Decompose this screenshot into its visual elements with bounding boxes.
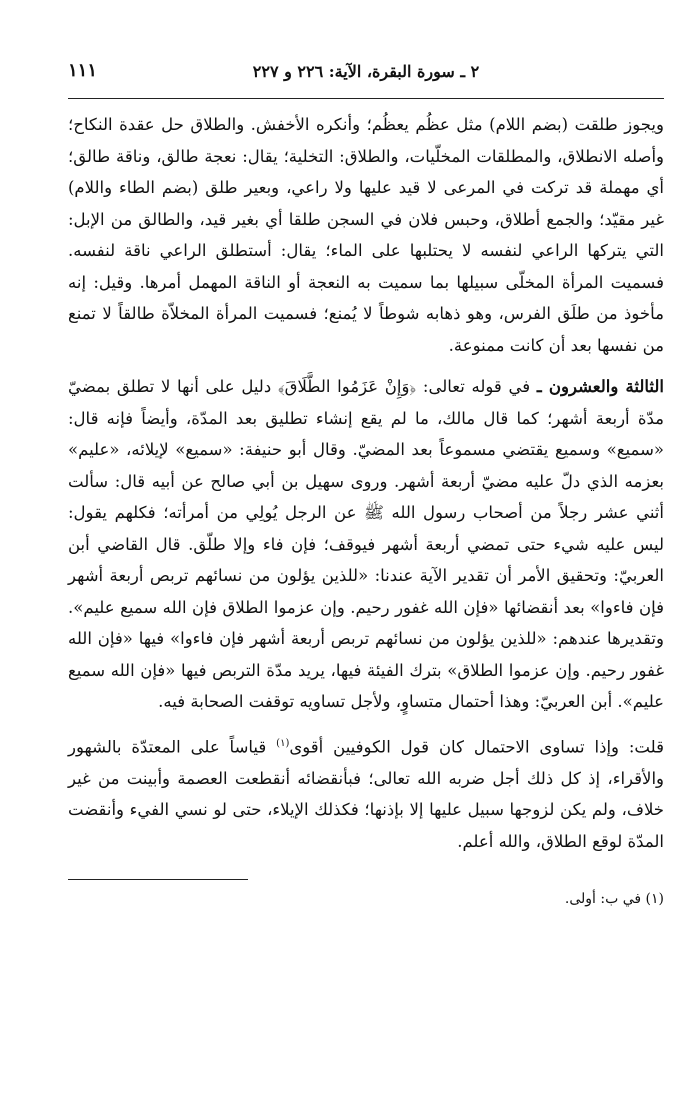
paragraph-3 — [68, 728, 664, 858]
page-number: ١١١ — [68, 60, 98, 81]
paragraph-3-text-a: قلت: وإذا تساوى الاحتمال كان قول الكوفيين أقوى — [289, 737, 664, 756]
paragraph-2-text: في قوله تعالى: ﴿وَإِنْ عَزَمُوا الطَّلَاقَ﴾ دليل على أنها لا تطلق بمضيّ مدّة أربعة أشهر؛ كما قال مالك، ما لم يقع إنشاء تطليق بعد المدّة، وأيضاً فإنه قال: «سميع» وسميع يقتضي مسموعاً بعد المضيّ. وقال أبو حنيفة: «سميع» لإيلائه، «عليم» بعزمه الذي دلّ عليه مضيّ أربعة أشهر. وروى سهيل بن أبي صالح عن أبيه قال: سألت أثني عشر رجلاً من أصحاب رسول الله ﷺ عن الرجل يُولِي من أمرأته؛ فكلهم يقول: ليس عليه شيء حتى تمضي أربعة أشهر فيوقف؛ فإن فاء وإلا طلّق. قال القاضي أبن العربيّ: وتحقيق الأمر أن تقدير الآية عندنا: «للذين يؤلون من نسائهم تربص أربعة أشهر فإن فاءوا» بعد أنقضائها «فإن الله غفور رحيم. وإن عزموا الطلاق فإن الله سميع عليم». وتقديرها عندهم: «للذين يؤلون من نسائهم تربص أربعة أشهر فإن فاءوا» فيها «فإن الله غفور رحيم. وإن عزموا الطلاق» بترك الفيئة فيها، يريد مدّة التربص فيها «فإن الله سميع عليم». أبن العربيّ: وهذا أحتمال متساوٍ، ولأجل تساويه توقفت الصحابة فيه. — [68, 377, 665, 711]
footnote-divider — [68, 879, 248, 880]
section-number-heading: الثالثة والعشرون ـ — [536, 377, 664, 396]
paragraph-2 — [68, 371, 664, 718]
footnote-marker[interactable]: (١) — [276, 737, 290, 749]
paragraph-1: ويجوز طلقت (بضم اللام) مثل عظُم يعظُم؛ وأنكره الأخفش. والطلاق حل عقدة النكاح؛ وأصله الانطلاق، والمطلقات المخلّيات، والطلاق: التخلية؛ يقال: نعجة طالق، وناقة طالق؛ أي مهملة قد تركت في المرعى لا قيد عليها ولا راعي، وبعير طلق (بضم الطاء واللام) غير مقيّد؛ والجمع أطلاق، وحبس فلان في السجن طلقا أي بغير قيد، والطالق من الإبل: التي يتركها الراعي لنفسه لا يحتلبها على الماء؛ يقال: أستطلق الراعي ناقة لنفسه. فسميت المرأة المخلّى سبيلها بما سميت به النعجة أو الناقة المهمل أمرها. وقيل: إنه مأخوذ من طلَق الفرس، وهو ذهابه شوطاً لا يُمنع؛ فسميت المرأة المخلاّة طالقاً لا تمنع من نفسها بعد أن كانت ممنوعة. — [68, 115, 664, 355]
paragraph-3-text-b: قياساً على المعتدّة بالشهور والأقراء، إذ كل ذلك أجل ضربه الله تعالى؛ فبأنقضائه أنقطعت العصمة وأبينت من غير خلاف، ولم يكن لزوجها سبيل عليها إلا بإذنها؛ فكذلك الإيلاء، حتى لو نسي الفيء وأنقضت المدّة لوقع الطلاق، والله أعلم. — [68, 737, 664, 851]
running-header — [68, 58, 664, 99]
footnote: (١) في ب: أولى. — [564, 891, 664, 907]
book-page — [68, 58, 664, 912]
running-title: ٢ ـ سورة البقرة، الآية: ٢٢٦ و ٢٢٧ — [252, 62, 480, 81]
